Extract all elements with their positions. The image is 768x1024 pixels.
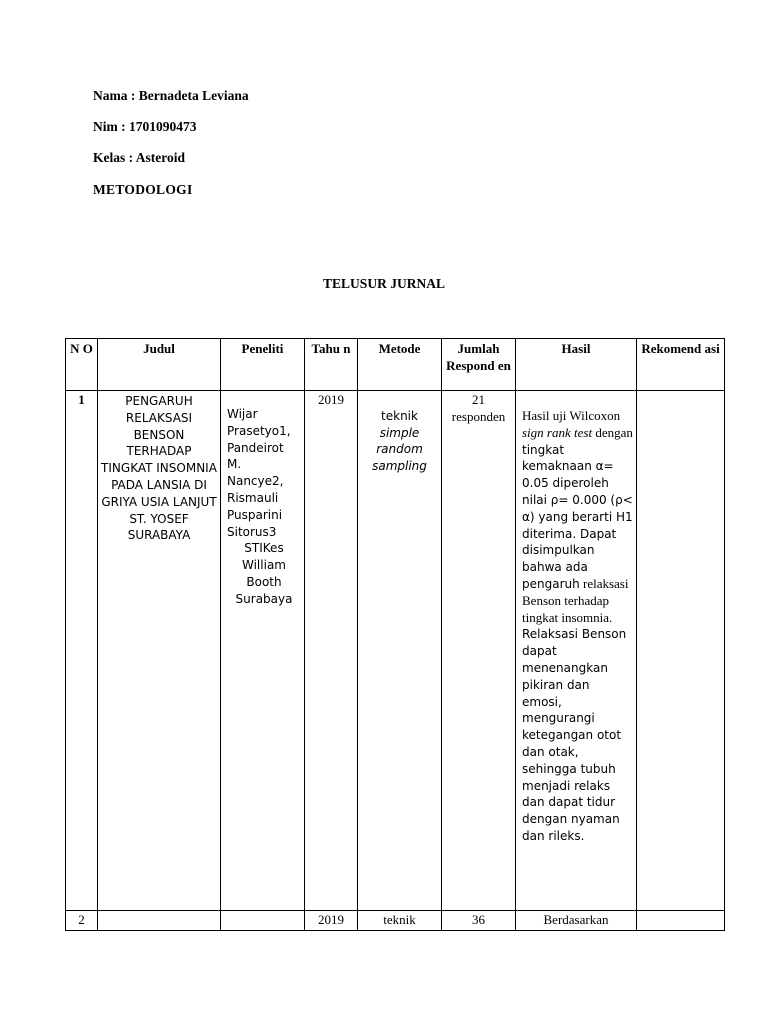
row-metode: teknik xyxy=(358,911,442,931)
student-nim: Nim : 1701090473 xyxy=(93,119,197,134)
row-judul: PENGARUH RELAKSASI BENSON TERHADAP TINGKAT INSOMNIA PADA LANSIA DI GRIYA USIA LANJUT ST. YOSEF SURABAYA xyxy=(98,391,221,911)
row-jumlah: 21 responden xyxy=(442,391,516,911)
metode-prefix: teknik xyxy=(381,409,418,423)
col-header-metode: Metode xyxy=(358,339,442,391)
col-header-hasil: Hasil xyxy=(516,339,637,391)
metode-italic: simple random sampling xyxy=(372,425,427,473)
page-title: TELUSUR JURNAL xyxy=(323,276,445,291)
row-rekomendasi xyxy=(637,391,725,911)
row-judul xyxy=(98,911,221,931)
col-header-rekomendasi: Rekomend asi xyxy=(637,339,725,391)
row-rekomendasi xyxy=(637,911,725,931)
row-metode xyxy=(358,391,442,911)
row-hasil: Berdasarkan xyxy=(516,911,637,931)
row-peneliti xyxy=(221,911,305,931)
row-no: 1 xyxy=(66,391,98,911)
col-header-jumlah: Jumlah Respond en xyxy=(442,339,516,391)
section-heading: METODOLOGI xyxy=(93,182,193,197)
col-header-judul: Judul xyxy=(98,339,221,391)
hasil-part-3: tingkat kemaknaan α= 0.05 diperoleh nilai ρ= 0.000 (ρ< α) yang berarti H1 diterima. Dapat disimpulkan bahwa ada pengaruh xyxy=(522,442,633,591)
student-name: Nama : Bernadeta Leviana xyxy=(93,88,249,103)
hasil-part-1: Hasil uji Wilcoxon xyxy=(522,408,621,423)
row-hasil xyxy=(516,391,637,911)
col-header-peneliti: Peneliti xyxy=(221,339,305,391)
table-row xyxy=(66,911,725,931)
row-tahun: 2019 xyxy=(305,391,358,911)
table-row xyxy=(66,391,725,911)
hasil-part-4: relaksasi Benson terhadap tingkat insomnia. xyxy=(522,575,629,625)
table-header-row xyxy=(66,339,725,391)
row-no: 2 xyxy=(66,911,98,931)
row-jumlah: 36 xyxy=(442,911,516,931)
hasil-part-2: dengan xyxy=(595,424,633,440)
peneliti-institution: STIKes William Booth Surabaya xyxy=(235,541,293,606)
col-header-tahun: Tahu n xyxy=(305,339,358,391)
row-peneliti xyxy=(221,391,305,911)
hasil-part-5: Relaksasi Benson dapat menenangkan pikiran dan emosi, mengurangi ketegangan otot dan otak, sehingga tubuh menjadi relaks dan dapat tidur dengan nyaman dan rileks. xyxy=(522,627,627,843)
col-header-no: N O xyxy=(66,339,98,391)
peneliti-names: Wijar Prasetyo1, Pandeirot M. Nancye2, Rismauli Pusparini Sitorus3 xyxy=(227,407,291,539)
row-tahun: 2019 xyxy=(305,911,358,931)
student-class: Kelas : Asteroid xyxy=(93,150,185,165)
hasil-italic: sign rank test xyxy=(522,424,593,440)
journal-table xyxy=(65,338,725,931)
